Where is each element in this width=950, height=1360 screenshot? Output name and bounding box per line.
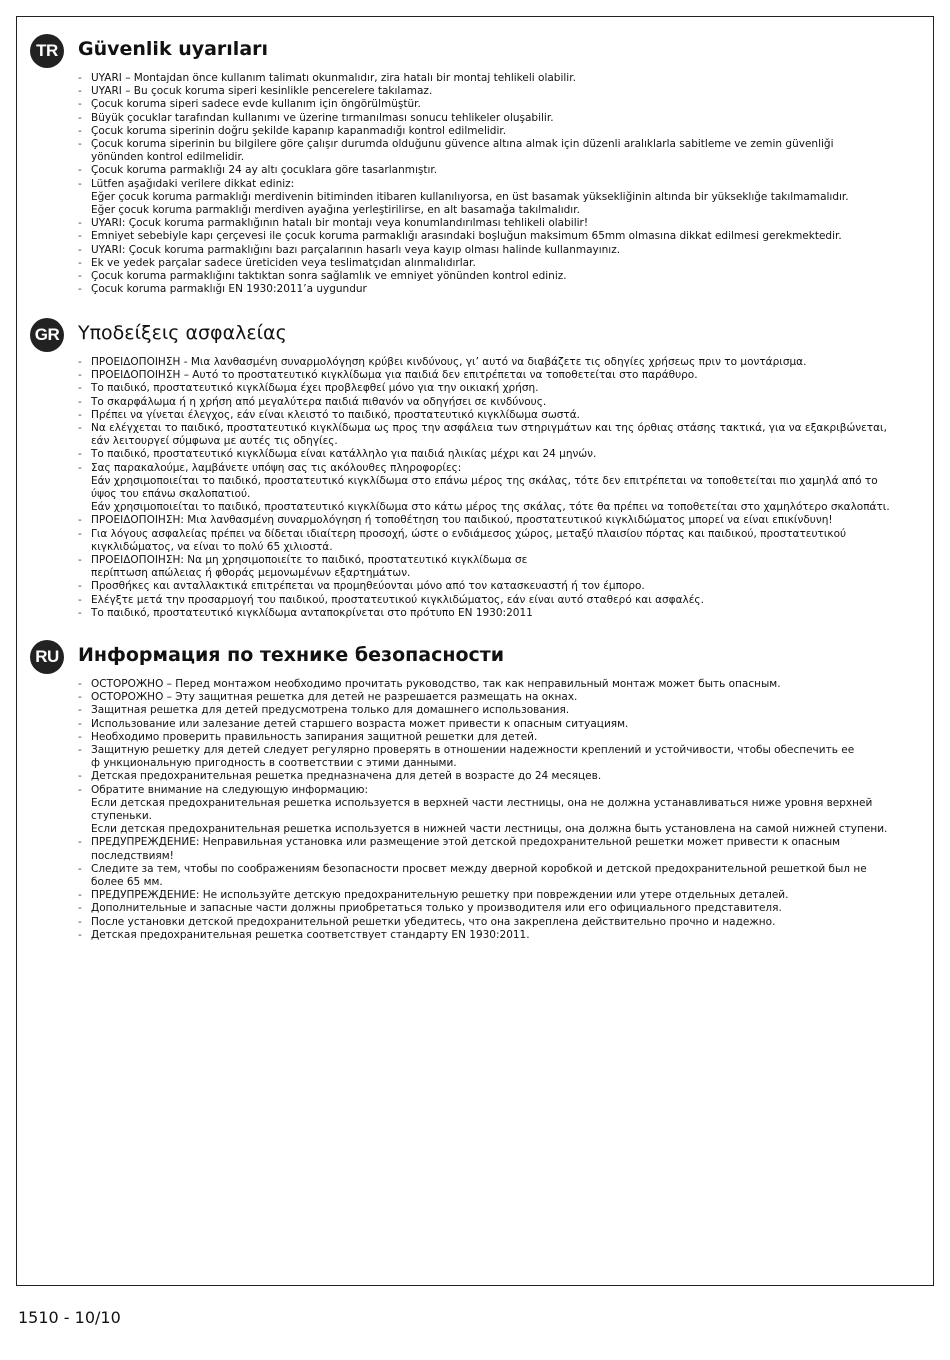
warning-item: - Να ελέγχεται το παιδικό, προστατευτικό κιγκλίδωμα ως προς την ασφάλεια των στηριγμάτων και της όρθιας στάσης τακτικά, για να εξακριβώνεται, εάν λειτουργεί σύμφωνα με αυτές τις οδηγίες.	[78, 422, 920, 448]
warning-item: - Çocuk koruma siperinin doğru şekilde kapanıp kapanmadığı kontrol edilmelidir.	[78, 125, 920, 138]
warning-item: - Дополнительные и запасные части должны приобретаться только у производителя или его официального представителя.	[78, 902, 920, 915]
warning-item: - ΠΡΟΕΙΔΟΠΟΙΗΣΗ - Μια λανθασμένη συναρμολόγηση κρύβει κινδύνους, γι’ αυτό να διαβάζετε τις οδηγίες χρήσεως πριν το μοντάρισμα.	[78, 356, 920, 369]
section-russian	[30, 640, 920, 942]
warning-item: - Το παιδικό, προστατευτικό κιγκλίδωμα είναι κατάλληλο για παιδιά ηλικίας μέχρι και 24 μηνών.	[78, 448, 920, 461]
warning-item: - Çocuk koruma parmaklığı 24 ay altı çocuklara göre tasarlanmıştır.	[78, 164, 920, 177]
warning-item: - ПРЕДУПРЕЖДЕНИЕ: Не используйте детскую предохранительную решетку при повреждении или утере отдельных деталей.	[78, 889, 920, 902]
warning-list	[78, 356, 920, 620]
warning-item: - Emniyet sebebiyle kapı çerçevesi ile çocuk koruma parmaklığı arasındaki boşluğun maksimum 65mm olmasına dikkat edilmesi gerekmektedir.	[78, 230, 920, 243]
section-title: Υποδείξεις ασφαλείας	[78, 322, 287, 344]
section-greek	[30, 318, 920, 620]
warning-item: - Çocuk koruma parmaklığı EN 1930:2011’a uygundur	[78, 283, 920, 296]
warning-item: - Защитную решетку для детей следует регулярно проверять в отношении надежности креплений и устойчивости, чтобы обеспечить ее ф ункциональную пригодность в соответствии с этими данными.	[78, 744, 920, 770]
warning-item: - Использование или залезание детей старшего возраста может привести к опасным ситуациям.	[78, 718, 920, 731]
section-title: Информация по технике безопасности	[78, 644, 505, 666]
warning-item: - ПРЕДУПРЕЖДЕНИЕ: Неправильная установка или размещение этой детской предохранительной решетки может привести к опасным последствиям!	[78, 836, 920, 862]
warning-item: - Lütfen aşağıdaki verilere dikkat ediniz: Eğer çocuk koruma parmaklığı merdivenin bitiminden itibaren kullanılıyorsa, en üst basamak yüksekliğinin altında bir yükseklığe takılmamalıdır. Eğer çocuk koruma parmaklığı merdiven ayağına yerleştirilirse, en alt basamağa takılmalıdır.	[78, 178, 920, 218]
warning-item: - Çocuk koruma parmaklığını taktıktan sonra sağlamlık ve emniyet yönünden kontrol ediniz.	[78, 270, 920, 283]
section-turkish	[30, 34, 920, 296]
warning-list	[78, 678, 920, 942]
warning-item: - Необходимо проверить правильность запирания защитной решетки для детей.	[78, 731, 920, 744]
warning-item: - Το παιδικό, προστατευτικό κιγκλίδωμα ανταποκρίνεται στο πρότυπο EN 1930:2011	[78, 607, 920, 620]
warning-item: - Ελέγξτε μετά την προσαρμογή του παιδικού, προστατευτικού κιγκλιδώματος, εάν είναι αυτό σταθερό και ασφαλές.	[78, 594, 920, 607]
warning-item: - UYARI – Bu çocuk koruma siperi kesinlikle pencerelere takılamaz.	[78, 85, 920, 98]
warning-item: - Το παιδικό, προστατευτικό κιγκλίδωμα έχει προβλεφθεί μόνο για την οικιακή χρήση.	[78, 382, 920, 395]
warning-item: - Çocuk koruma siperinin bu bilgilere göre çalışır durumda olduğunu güvence altına almak için düzenli aralıklarla sabitleme ve zemin güvenliği yönünden kontrol edilmelidir.	[78, 138, 920, 164]
warning-item: - Το σκαρφάλωμα ή η χρήση από μεγαλύτερα παιδιά πιθανόν να οδηγήσει σε κινδύνους.	[78, 396, 920, 409]
warning-item: - Çocuk koruma siperi sadece evde kullanım için öngörülmüştür.	[78, 98, 920, 111]
warning-item: - Следите за тем, чтобы по соображениям безопасности просвет между дверной коробкой и детской предохранительной решеткой был не более 65 мм.	[78, 863, 920, 889]
page-number: 1510 - 10/10	[18, 1308, 121, 1327]
warning-item: - Για λόγους ασφαλείας πρέπει να δίδεται ιδιαίτερη προσοχή, ώστε ο ενδιάμεσος χώρος, μεταξύ πλαισίου πόρτας και παιδικού, προστατευτικού κιγκλιδώματος, να είναι το πολύ 65 χιλιοστά.	[78, 528, 920, 554]
warning-item: - Προσθήκες και ανταλλακτικά επιτρέπεται να προμηθεύονται μόνο από τον κατασκευαστή ή τον έμπορο.	[78, 580, 920, 593]
warning-item: - Σας παρακαλούμε, λαμβάνετε υπόψη σας τις ακόλουθες πληροφορίες: Εάν χρησιμοποιείται το παιδικό, προστατευτικό κιγκλίδωμα στο επάνω μέρος της σκάλας, τότε δεν επιτρέπεται να τοποθετείται πιο χαμηλά από το ύψος του επάνω σκαλοπατιού. Εάν χρησιμοποιείται το παιδικό, προστατευτικό κιγκλίδωμα στο κάτω μέρος της σκάλας, τότε θα πρέπει να τοποθετείται στο χαμηλότερο σκαλοπάτι.	[78, 462, 920, 515]
warning-item: - UYARI: Çocuk koruma parmaklığının hatalı bir montajı veya konumlandırılması tehlikeli olabilir!	[78, 217, 920, 230]
language-badge-gr: GR	[30, 318, 64, 352]
warning-item: - UYARI: Çocuk koruma parmaklığını bazı parçalarının hasarlı veya kayıp olması halinde kullanmayınız.	[78, 244, 920, 257]
warning-item: - Детская предохранительная решетка предназначена для детей в возрасте до 24 месяцев.	[78, 770, 920, 783]
warning-item: - Защитная решетка для детей предусмотрена только для домашнего использования.	[78, 704, 920, 717]
language-badge-ru: RU	[30, 640, 64, 674]
section-header	[30, 318, 920, 352]
warning-item: - После установки детской предохранительной решетки убедитесь, что она закреплена действительно прочно и надежно.	[78, 916, 920, 929]
warning-item: - ΠΡΟΕΙΔΟΠΟΙΗΣΗ: Να μη χρησιμοποιείτε το παιδικό, προστατευτικό κιγκλίδωμα σε περίπτωση απώλειας ή φθοράς μεμονωμένων εξαρτημάτων.	[78, 554, 920, 580]
warning-item: - ΠΡΟΕΙΔΟΠΟΙΗΣΗ – Αυτό το προστατευτικό κιγκλίδωμα για παιδιά δεν επιτρέπεται να τοποθετείται στο παράθυρο.	[78, 369, 920, 382]
language-badge-tr: TR	[30, 34, 64, 68]
warning-item: - Обратите внимание на следующую информацию: Если детская предохранительная решетка используется в верхней части лестницы, она не должна устанавливаться ниже уровня верхней ступеньки. Если детская предохранительная решетка используется в нижней части лестницы, она должна быть установлена на самой нижней ступени.	[78, 784, 920, 837]
warning-item: - Ek ve yedek parçalar sadece üreticiden veya teslimatçıdan alınmalıdırlar.	[78, 257, 920, 270]
section-header	[30, 640, 920, 674]
warning-item: - Детская предохранительная решетка соответствует стандарту EN 1930:2011.	[78, 929, 920, 942]
warning-item: - ОСТОРОЖНО – Эту защитная решетка для детей не разрешается размещать на окнах.	[78, 691, 920, 704]
warning-list	[78, 72, 920, 296]
warning-item: - UYARI – Montajdan önce kullanım talimatı okunmalıdır, zira hatalı bir montaj tehlikeli olabilir.	[78, 72, 920, 85]
warning-item: - ОСТОРОЖНО – Перед монтажом необходимо прочитать руководство, так как неправильный монтаж может быть опасным.	[78, 678, 920, 691]
warning-item: - Büyük çocuklar tarafından kullanımı ve üzerine tırmanılması sonucu tehlikeler oluşabilir.	[78, 112, 920, 125]
warning-item: - Πρέπει να γίνεται έλεγχος, εάν είναι κλειστό το παιδικό, προστατευτικό κιγκλίδωμα σωστά.	[78, 409, 920, 422]
warning-item: - ΠΡΟΕΙΔΟΠΟΙΗΣΗ: Μια λανθασμένη συναρμολόγηση ή τοποθέτηση του παιδικού, προστατευτικού κιγκλιδώματος μπορεί να είναι επικίνδυνη!	[78, 514, 920, 527]
section-header	[30, 34, 920, 68]
section-title: Güvenlik uyarıları	[78, 38, 269, 60]
